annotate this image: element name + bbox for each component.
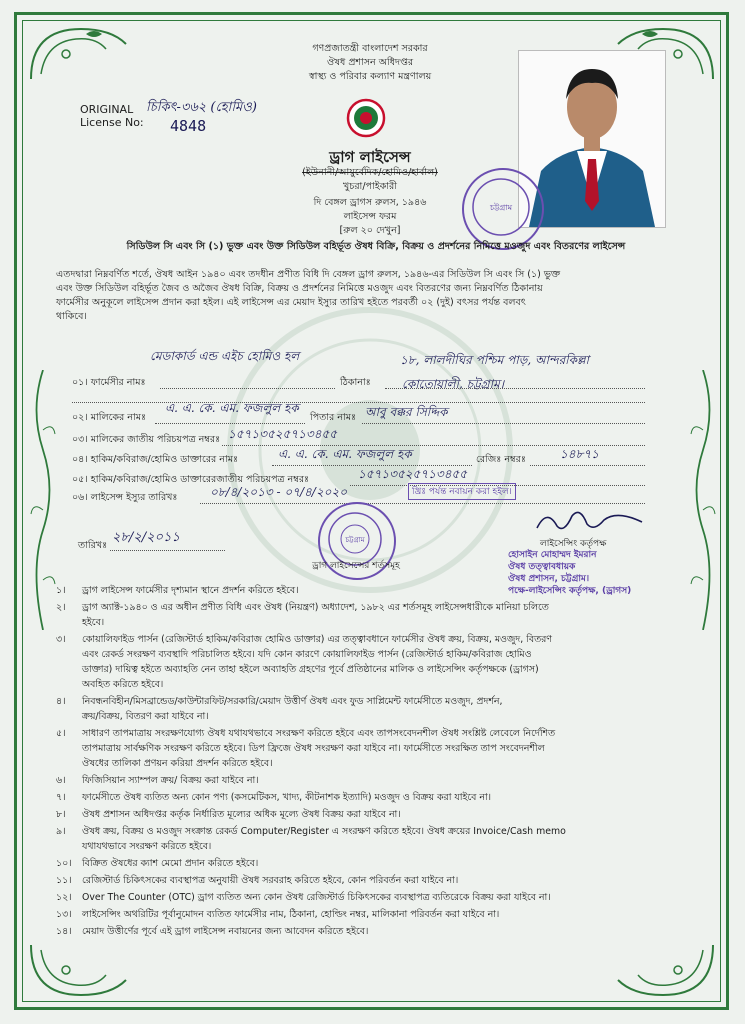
condition-text: নিবন্ধনবিহীন/মিসব্রান্ডেড/কাউন্টারফিট/সরকারি/মেয়াদ উত্তীর্ণ ঔষধ এবং ফুড সাপ্লিমেন্ট ফার্মেসীতে মওজুদ, প্রদর্শন, (82, 696, 503, 707)
authority-role: পক্ষে-লাইসেন্সিং কর্তৃপক্ষ, (ড্রাগস) (508, 586, 632, 596)
issue-date-value: ০৮/৪/২০১৩ - ০৭/৪/২০২০ (210, 485, 348, 499)
condition-number: ১২। (56, 892, 72, 903)
condition-text: ফার্মেসীতে ঔষধ ব্যতিত অন্য কোন পণ্য (কসমেটিকস, খাদ্য, কীটনাশক ইত্যাদি) মওজুদ ও বিক্রয় করা যাইবে না। (82, 792, 492, 803)
condition-text: মেয়াদ উত্তীর্ণের পূর্বে এই ড্রাগ লাইসেন্স নবায়নের জন্য আবেদন করিতে হইবে। (82, 926, 369, 937)
header-line-1: গণপ্রজাতন্ত্রী বাংলাদেশ সরকার (312, 43, 428, 54)
condition-number: ৯। (56, 826, 66, 837)
address-label: ঠিকানাঃ (340, 377, 371, 388)
condition-number: ১১। (56, 875, 72, 886)
condition-number: ৮। (56, 809, 66, 820)
header-line-3: স্বাস্থ্য ও পরিবার কল্যাণ মন্ত্রণালয় (308, 71, 432, 82)
condition-text: রেজিস্টার্ড চিকিৎসকের ব্যবস্থাপত্র অনুযায়ী ঔষধ সরবরাহ করিতে হইবে, কোন পরিবর্তন করা যাইবে না। (82, 875, 459, 886)
vine-ornament-right (688, 370, 718, 630)
condition-text: ডাক্তার) দায়িত্ব হইতে অব্যাহতি নেন তাহা হইলে অব্যাহতি গ্রহণের পূর্বে প্রতিষ্ঠানের মালিক ও লাইসেন্সিং কর্তৃপক্ষকে (ড্রাগস) (82, 664, 539, 675)
title-rules: দি বেঙ্গল ড্রাগস রুলস, ১৯৪৬ (313, 197, 427, 208)
condition-text: যথাযথভাবে সংরক্ষণ করিতে হইবে। (82, 841, 212, 852)
title-rule-reference: [রুল ২০ দেখুন] (339, 225, 401, 236)
authority-designation: ঔষধ তত্ত্বাবধায়ক (508, 562, 576, 572)
svg-text:চট্টগ্রাম: চট্টগ্রাম (345, 536, 365, 544)
date-value: ২৮/২/২০১১ (112, 530, 180, 545)
condition-text: অবহিত করিতে হইবে। (82, 679, 164, 690)
dotted-line (155, 423, 305, 424)
father-name-label: পিতার নামঃ (310, 412, 357, 423)
condition-text: হইবে। (82, 617, 105, 628)
condition-text: সাধারণ তাপমাত্রায় সংরক্ষণযোগ্য ঔষধ যথাযথভাবে সংরক্ষণ করিতে হইবে এবং তাপসংবেদনশীল ঔষধ সংশ্লিষ্ট লেবেলে নির্দেশিত (82, 728, 556, 739)
owner-nid-label: ০৩। মালিকের জাতীয় পরিচয়পত্র নম্বরঃ (72, 434, 221, 445)
dotted-line (160, 388, 335, 389)
authority-office: ঔষধ প্রশাসন, চট্টগ্রাম। (508, 574, 590, 584)
condition-text: কোয়ালিফাইড পার্সন (রেজিস্টার্ড হাকিম/কবিরাজ হোমিও ডাক্তার) এর তত্ত্বাবধানে ফার্মেসীর ঔষধ ক্রয়, বিক্রয়, মওজুদ, বিতরণ (82, 634, 552, 645)
condition-text: ফিজিসিয়ান স্যাম্পল ক্রয়/ বিক্রয় করা যাইবে না। (82, 775, 259, 786)
condition-text: ড্রাগ অ্যাক্ট-১৯৪০ ও এর অধীন প্রণীত বিধি এবং ঔষধ (নিয়ন্ত্রণ) অধ্যাদেশ, ১৯৮২ এর শর্তসমূহ লাইসেন্সধারীকে মানিয়া চলিতে (82, 602, 549, 613)
intro-paragraph (56, 268, 696, 324)
dotted-line (72, 402, 645, 403)
pharmacy-name-label: ০১। ফার্মেসীর নামঃ (72, 377, 146, 388)
owner-nid-value: ১৫৭১৩৫২৫৭১৩৪৫৫ (228, 427, 338, 441)
condition-number: ৪। (56, 696, 66, 707)
condition-number: ৬। (56, 775, 66, 786)
header-line-2: ঔষধ প্রশাসন অধিদপ্তর (326, 57, 414, 68)
condition-number: ৩। (56, 634, 66, 645)
government-header (230, 42, 510, 84)
government-emblem-icon (346, 98, 386, 138)
title-subtitle-type: (ইউনানী/আয়ুর্বেদিক/হোমিও/হার্বাল) (302, 167, 438, 178)
condition-number: ৭। (56, 792, 66, 803)
condition-number: ১০। (56, 858, 72, 869)
dotted-line (362, 423, 645, 424)
svg-text:চট্টগ্রাম: চট্টগ্রাম (489, 203, 513, 212)
schedule-heading: সিডিউল সি এবং সি (১) ভুক্ত এবং উক্ত সিডিউল বহির্ভূত ঔষধ বিক্রি, বিক্রয় ও প্রদর্শনের নিমিত্তে মওজুদ এবং বিতরণের লাইসেন্স (126, 241, 626, 252)
corner-ornament-bottom-left (26, 940, 146, 1000)
condition-number: ১। (56, 585, 66, 596)
condition-text: ড্রাগ লাইসেন্স ফার্মেসীর দৃশ্যমান স্থানে প্রদর্শন করিতে হইবে। (82, 585, 299, 596)
title-subtitle-category: খুচরা/পাইকারী (342, 181, 398, 192)
dotted-line (200, 503, 645, 504)
title-form: লাইসেন্স ফরম (343, 211, 397, 222)
corner-ornament-top-left (26, 24, 146, 84)
condition-text: এবং রেকর্ড সংরক্ষণ ব্যবস্থাদি পরিচালিত হইবে। যদি কোন কারণে কোয়ালিফাইড পার্সন (রেজিস্টার্ড হাকিম/কবিরাজ হোমিও (82, 649, 532, 660)
condition-number: ১৪। (56, 926, 72, 937)
issue-date-label: ০৬। লাইসেন্স ইস্যুর তারিখঃ (72, 492, 178, 503)
doctor-nid-label: ০৫। হাকিম/কবিরাজ/হোমিও ডাক্তারেরজাতীয় পরিচয়পত্র নম্বরঃ (72, 474, 310, 485)
condition-text: Over The Counter (OTC) ড্রাগ ব্যতিত অন্য কোন ঔষধ রেজিস্টার্ড চিকিৎসকের ব্যবস্থাপত্র ব্যতিরেকে বিক্রয় করা যাইবে না। (82, 892, 551, 903)
original-label: ORIGINAL (80, 103, 134, 116)
intro-line: ফার্মেসীর অনুকূলে লাইসেন্স প্রদান করা হইল। এই লাইসেন্স এর মেয়াদ ইস্যুর তারিখ হইতে পরবর্তী ০২ (দুই) বৎসর পর্যন্ত বলবৎ (56, 297, 526, 308)
intro-line: এবং উক্ত সিডিউল বহির্ভূত জৈব ও অজৈব ঔষধ বিক্রি, বিক্রয় ও প্রদর্শনের নিমিত্তে মওজুদ এবং বিতরণের জন্য নিম্নবর্ণিত ঠিকানায় (56, 283, 543, 294)
owner-name-label: ০২। মালিকের নামঃ (72, 412, 147, 423)
document-title: ড্রাগ লাইসেন্স (329, 148, 411, 166)
father-name-value: আবু বক্কর সিদ্দিক (365, 405, 448, 419)
licensing-authority-label: লাইসেন্সিং কর্তৃপক্ষ (540, 539, 607, 549)
condition-text: ঔষধ ক্রয়, বিক্রয় ও মওজুদ সংক্রান্ত রেকর্ড Computer/Register এ সংরক্ষণ করিতে হইবে। ঔষধ ক্রয়ের Invoice/Cash memo (82, 826, 566, 837)
address-value-line-1: ১৮, লালদীঘির পশ্চিম পাড়, আন্দরকিল্লা (400, 353, 590, 367)
license-number-block (80, 103, 144, 129)
vine-ornament-left (28, 370, 58, 630)
license-number-value: 4848 (170, 117, 207, 135)
dotted-line (385, 388, 645, 389)
intro-line: থাকিবে। (56, 311, 87, 322)
condition-text: ঔষধ প্রশাসন অধিদপ্তর কর্তৃক নির্ধারিত মূল্যের অধিক মূল্যে ঔষধ বিক্রয় করা যাইবে না। (82, 809, 401, 820)
owner-name-value: এ. এ. কে. এম. ফজলুল হক (165, 401, 299, 415)
doctor-nid-value: ১৫৭১৩৫২৫৭১৩৪৫৫ (358, 467, 468, 481)
pharmacy-name-value: মেডাকার্ড এন্ড এইচ হোমিও হল (150, 349, 300, 363)
registration-no-value: ১৪৮৭১ (560, 447, 599, 461)
renewal-stamp-text: খ্রিঃ পর্যন্ত নবায়ন করা হইল। (408, 483, 516, 500)
condition-number: ১৩। (56, 909, 72, 920)
condition-text: তাপমাত্রায় সার্বক্ষণিক সংরক্ষণ করিতে হইবে। ডিপ ফ্রিজে ঔষধ সংরক্ষণ করা যাইবে না। ফার্মেসীতে সংরক্ষিত তাপ সংবেদনশীল (82, 743, 545, 754)
license-handwritten-code: চিকিৎ-৩৬২ (হোমিও) (146, 100, 257, 115)
license-no-label: License No: (80, 116, 144, 129)
dotted-line (110, 550, 225, 551)
condition-number: ৫। (56, 728, 66, 739)
address-value-line-2: কোতোয়ালী, চট্টগ্রাম। (402, 377, 505, 391)
condition-text: ঔষধের তালিকা প্রণয়ন করিয়া প্রদর্শন করিতে হইবে। (82, 758, 273, 769)
doctor-name-value: এ. এ. কে. এম. ফজলুল হক (278, 447, 412, 461)
conditions-heading: ড্রাগ লাইসেন্সের শর্তসমূহ (312, 561, 400, 571)
registration-no-label: রেজিঃ নম্বরঃ (476, 454, 526, 465)
condition-text: লাইসেন্সিং অথরিটির পূর্বানুমোদন ব্যতিত ফার্মেসীর নাম, ঠিকানা, হোল্ডিং নম্বর, মালিকানা পরিবর্তন করা যাইবে না। (82, 909, 500, 920)
authority-name: হোসাইন মোহাম্মদ ইমরান (508, 550, 597, 560)
dotted-line (530, 465, 645, 466)
corner-ornament-bottom-right (598, 940, 718, 1000)
condition-text: বিক্রিত ঔষধের ক্যাশ মেমো প্রদান করিতে হইবে। (82, 858, 259, 869)
intro-line: এতদদ্বারা নিম্নবর্ণিত শর্তে, ঔষধ আইন ১৯৪০ এবং তদধীন প্রণীত বিধি দি বেঙ্গল ড্রাগ রুলস, ১৯৪৬-এর সিডিউল সি এবং সি (১) ভুক্ত (56, 269, 561, 280)
doctor-name-label: ০৪। হাকিম/কবিরাজ/হোমিও ডাক্তারের নামঃ (72, 454, 239, 465)
authority-signature (532, 506, 652, 536)
condition-text: ক্রয়/বিক্রয়, বিতরণ করা যাইবে না। (82, 711, 209, 722)
condition-number: ২। (56, 602, 66, 613)
date-label: তারিখঃ (78, 540, 108, 551)
